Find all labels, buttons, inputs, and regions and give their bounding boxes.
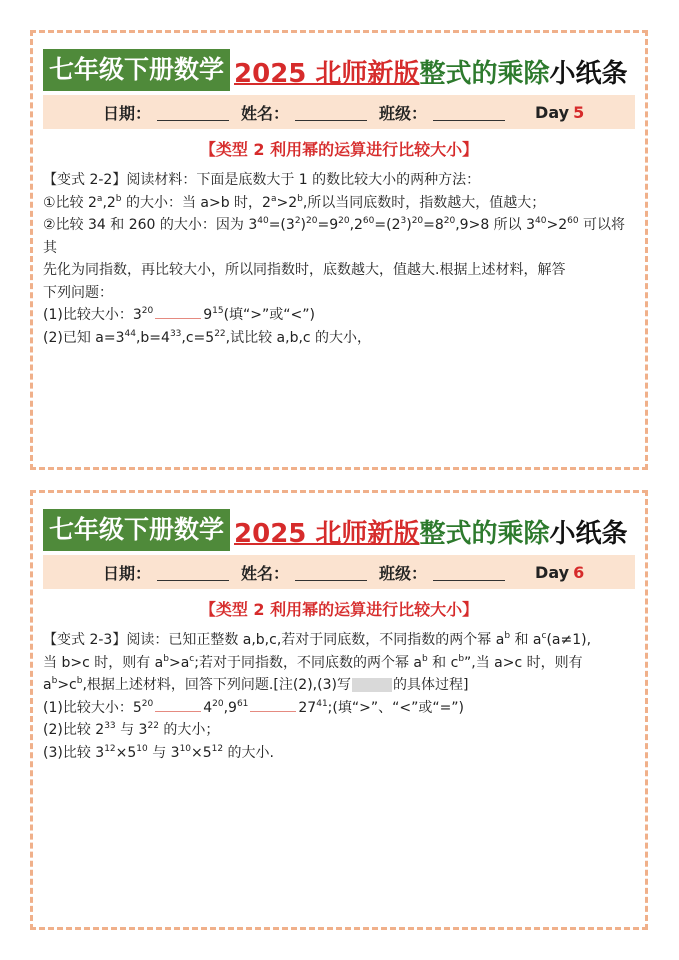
suffix-title: 小纸条 (549, 59, 628, 89)
text-line: 先化为同指数，再比较大小，所以同指数时，底数越大，值越大.根据上述材料，解答 (43, 262, 566, 278)
text-line: 【变式 2-2】阅读材料：下面是底数大于 1 的数比较大小的两种方法： (43, 172, 481, 188)
info-bar (43, 95, 635, 129)
date-label: 日期： (103, 563, 152, 583)
name-field[interactable] (295, 564, 367, 581)
topic-title: 整式的乘除 (419, 519, 550, 549)
day-number: 5 (573, 102, 585, 122)
redaction-mark (352, 678, 392, 692)
worksheet-card-day5 (30, 30, 648, 470)
class-field[interactable] (433, 104, 505, 121)
class-label: 班级： (379, 103, 428, 123)
text-line: $a^b>c^b$,根据上述材料，回答下列问题.[注(2),(3)写 的具体过程] (43, 676, 469, 693)
day-label: Day (535, 562, 570, 582)
problem-text (43, 169, 633, 349)
text-line: ①比较 2$^a$,2$^b$ 的大小：当 a>b 时，$2^a>2^b$,所以当同底数时，指数越大，值越大； (43, 193, 546, 211)
card-header (43, 47, 627, 91)
type-title: 【类型 2 利用幂的运算进行比较大小】 (199, 140, 479, 159)
name-label: 姓名： (241, 563, 290, 583)
edition-title: 2025 北师新版 (234, 519, 420, 549)
date-field[interactable] (157, 564, 229, 581)
text-line: 下列问题： (43, 284, 113, 301)
worksheet-card-day6 (30, 490, 648, 930)
answer-blank[interactable] (155, 699, 201, 712)
day-label: Day (535, 102, 570, 122)
date-field[interactable] (157, 104, 229, 121)
name-label: 姓名： (241, 103, 290, 123)
grade-title: 七年级下册数学 (43, 49, 230, 91)
class-field[interactable] (433, 564, 505, 581)
card-header (43, 507, 627, 551)
text-line: ②比较 34 和 260 的大小：因为 $3^{40}=(3^2)^{20}=9^{20},2^{60}=(2^3)^{20}=8^{20},9>8$ 所以 $3^{40}>2^{60}$ 可以将其 (43, 216, 626, 256)
name-field[interactable] (295, 104, 367, 121)
question-1: (1)比较大小：$5^{20}$ $4^{20},9^{61}$ $27^{41}$;(填“>”、“<”或“=”) (43, 698, 465, 716)
question-2: (2)已知 $a=3^{44},b=4^{33},c=5^{22}$,试比较 a,b,c 的大小， (43, 328, 372, 346)
suffix-title: 小纸条 (549, 519, 628, 549)
class-label: 班级： (379, 563, 428, 583)
type-title: 【类型 2 利用幂的运算进行比较大小】 (199, 600, 479, 619)
answer-blank[interactable] (155, 306, 201, 319)
text-line: 当 b>c 时，则有 $a^b>a^c$;若对于同指数，不同底数的两个幂 $a^b$ 和 $c^b$”,当 a>c 时，则有 (43, 653, 583, 671)
question-3: (3)比较 $3^{12}\times 5^{10}$ 与 $3^{10}\times 5^{12}$ 的大小. (43, 743, 275, 761)
question-2: (2)比较 $2^{33}$ 与 $3^{22}$ 的大小； (43, 721, 220, 738)
grade-title: 七年级下册数学 (43, 509, 230, 551)
answer-blank[interactable] (250, 699, 296, 712)
day-number: 6 (573, 562, 585, 582)
edition-title: 2025 北师新版 (234, 59, 420, 89)
question-1: (1)比较大小：$3^{20}$ $9^{15}$(填“>”或“<”) (43, 306, 315, 323)
date-label: 日期： (103, 103, 152, 123)
problem-text (43, 629, 633, 764)
text-line: 【变式 2-3】阅读：已知正整数 a,b,c,若对于同底数，不同指数的两个幂 $a^b$ 和 $a^c(a\ne 1)$, (43, 631, 592, 648)
topic-title: 整式的乘除 (419, 59, 550, 89)
info-bar (43, 555, 635, 589)
